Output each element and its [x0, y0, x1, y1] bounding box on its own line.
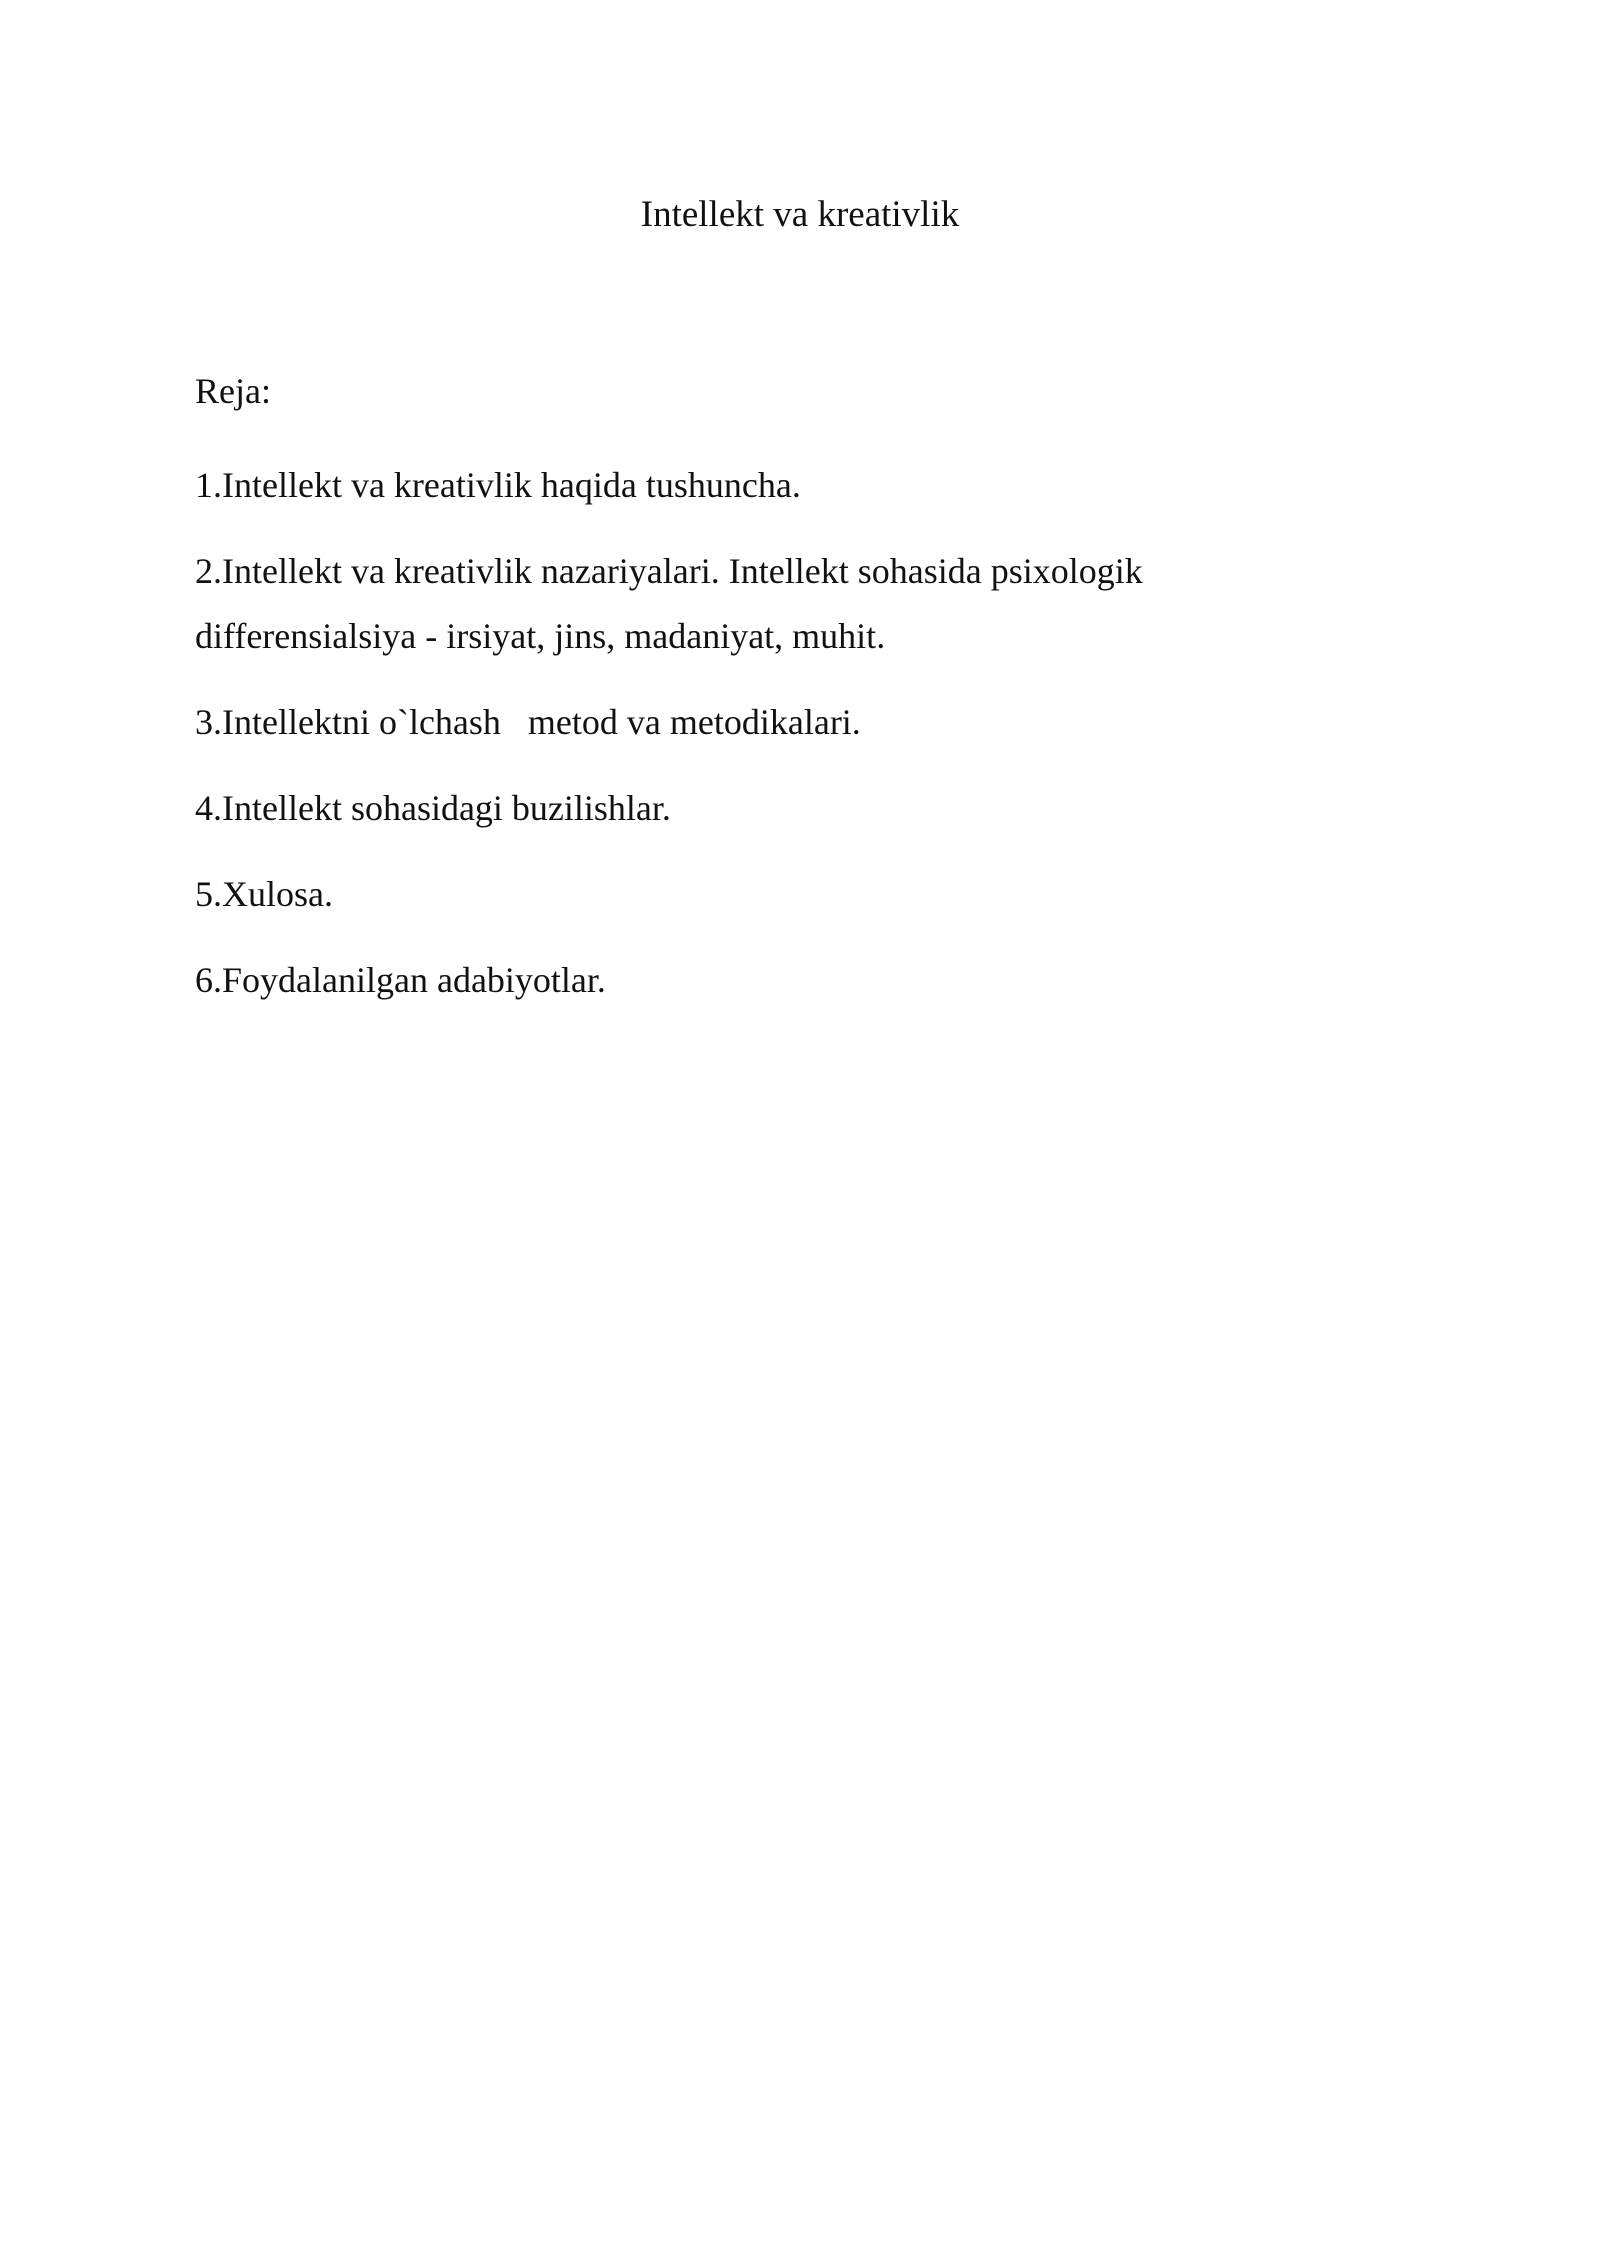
- plan-item-5: 5.Xulosa.: [195, 874, 333, 914]
- plan-item-3: 3.Intellektni o`lchash metod va metodikalari.: [195, 702, 861, 742]
- plan-item-2: 2.Intellekt va kreativlik nazariyalari. Intellekt sohasida psixologik differensialsiya - irsiyat, jins, madaniyat, muhit.: [195, 551, 1143, 656]
- plan-item-4: 4.Intellekt sohasidagi buzilishlar.: [195, 788, 671, 828]
- plan-item-1: 1.Intellekt va kreativlik haqida tushuncha.: [195, 465, 801, 505]
- plan-label: Reja:: [195, 371, 271, 411]
- plan-list: [195, 453, 1255, 1013]
- plan-item-6: 6.Foydalanilgan adabiyotlar.: [195, 960, 606, 1000]
- document-title: Intellekt va kreativlik: [640, 194, 960, 235]
- document-body: [195, 366, 1255, 1034]
